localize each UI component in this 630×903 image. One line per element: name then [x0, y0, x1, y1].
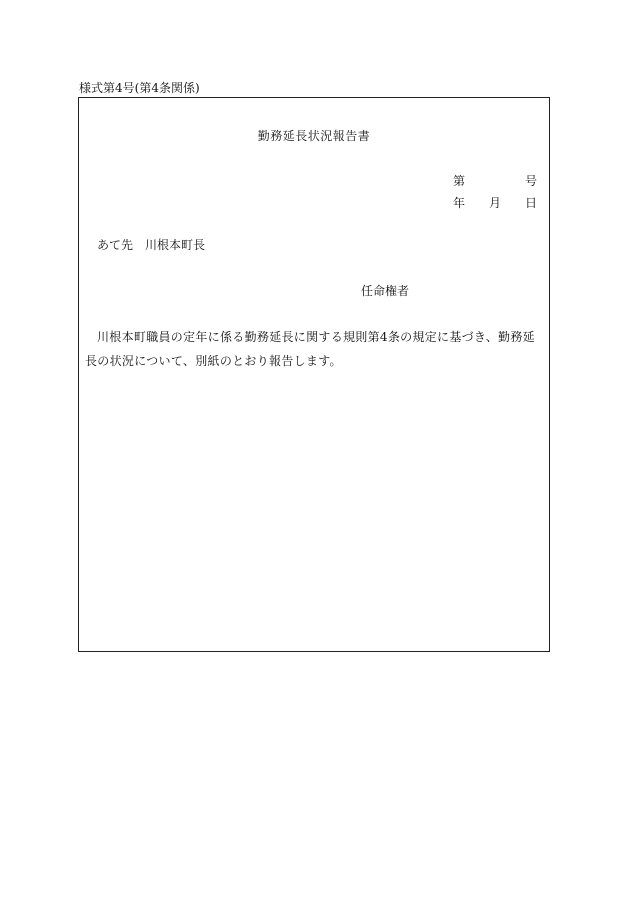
- date-year-label: 年: [453, 196, 466, 210]
- document-title: 勤務延長状況報告書: [257, 129, 371, 143]
- addressee-line: あて先 川根本町長: [97, 238, 206, 252]
- document-date-line: [453, 195, 537, 211]
- report-form-frame: [78, 97, 550, 652]
- date-day-label: 日: [525, 196, 538, 210]
- appointer-label: 任命権者: [361, 284, 410, 298]
- report-body-text: 川根本町職員の定年に係る勤務延長に関する規則第4条の規定に基づき、勤務延長の状況について、別紙のとおり報告します。: [85, 330, 535, 368]
- document-number-line: [453, 173, 537, 189]
- form-number-label: 様式第4号(第4条関係): [79, 81, 200, 95]
- date-month-label: 月: [489, 196, 502, 210]
- number-prefix: 第: [453, 174, 466, 188]
- number-suffix: 号: [525, 174, 538, 188]
